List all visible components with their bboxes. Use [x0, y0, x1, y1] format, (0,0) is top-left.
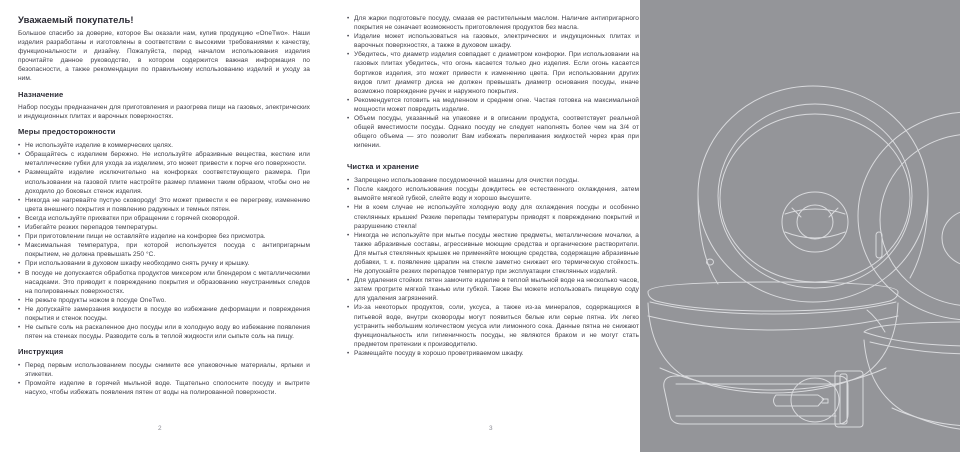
frying-pan-front-rim	[648, 282, 898, 311]
list-item: • Перед первым использованием посуды снимите все упаковочные материалы, ярлыки и этикетки.	[18, 361, 310, 379]
glass-lid-small-inner	[880, 134, 960, 306]
glass-lid-large-rim	[718, 104, 912, 288]
lid-knob-shadow	[785, 232, 845, 238]
list-item: • Всегда используйте прихватки при обращении с горячей сковородой.	[18, 214, 310, 223]
precautions-list	[18, 141, 310, 341]
intro-paragraph: Большое спасибо за доверие, которое Вы оказали нам, купив продукцию «OneTwo». Наши изделия разработаны и изготовлены в соответствии с высокими требованиями к качеству, функциональности и дизайну. Пожалуйста, перед началом использования изделия прочитайте данное руководство, в котором содержится важная информация по безопасности, а также рекомендации по правильному использованию изделий и уходу за ним.	[18, 30, 310, 83]
page-number-right: 3	[489, 425, 493, 432]
glass-lid-small-knob	[942, 210, 960, 266]
list-item: • В посуде не допускается обработка продуктов миксером или блендером с металлическими насадками. Это приводит к повреждению покрытия и образованию неустранимых следов на полированных поверхностях.	[18, 269, 310, 296]
frying-pan-front-inner-line	[648, 316, 898, 330]
frying-pan-front-body	[648, 303, 898, 393]
usage-list	[347, 14, 639, 150]
page-title: Уважаемый покупатель!	[18, 14, 134, 25]
list-item: • При приготовлении пищи не оставляйте изделие на конфорке без присмотра.	[18, 232, 310, 241]
list-item: • Ни в коем случае не используйте холодную воду для охлаждения посуды и особенно стеклянных крышек! Резкие перепады температуры приводят к повреждению покрытий и разрушению стекла!	[347, 203, 639, 230]
list-item: • Для жарки подготовьте посуду, смазав ее растительным маслом. Наличие антипригарного покрытия не означает возможность приготовления продуктов без масла.	[347, 14, 639, 32]
frying-pan-right-rim-inner	[870, 342, 960, 354]
page-2-column	[18, 14, 310, 404]
glass-lid-large-outer	[698, 86, 928, 302]
pan-handle-outline	[664, 376, 848, 424]
lid-knob-outer-ring	[782, 192, 848, 252]
cookware-illustration-panel	[640, 0, 960, 452]
section-heading-precautions: Меры предосторожности	[18, 127, 116, 137]
list-item: • Обращайтесь с изделием бережно. Не используйте абразивные вещества, жесткие или металлические губки для ухода за изделием, это может привести к порче его поверхности.	[18, 150, 310, 168]
list-item: • Не допускайте замерзания жидкости в посуде во избежание деформации и повреждения покрытия и стенок посуды.	[18, 305, 310, 323]
list-item: • Размещайте посуду в хорошо проветриваемом шкафу.	[347, 349, 639, 358]
list-item: • Запрещено использование посудомоечной машины для очистки посуды.	[347, 176, 639, 185]
list-item: • Для удаления стойких пятен замочите изделие в теплой мыльной воде на несколько часов, затем протрите мягкой тканью или губкой. Также Вы можете использовать пищевую соду для удаления загрязнений.	[347, 276, 639, 303]
list-item: • Размещайте изделие исключительно на конфорках соответствующего размера. При использовании на газовой плите настройте размер пламени таким образом, чтобы оно не доходило до боковых стенок изделия.	[18, 168, 310, 195]
page-number-left: 2	[158, 425, 162, 432]
list-item: • Избегайте резких перепадов температуры.	[18, 223, 310, 232]
list-item: • Не используйте изделие в коммерческих целях.	[18, 141, 310, 150]
list-item: • После каждого использования посуды дождитесь ее естественного охлаждения, затем вымойте мягкой губкой, слейте воду и хорошо высушите.	[347, 185, 639, 203]
purpose-paragraph: Набор посуды предназначен для приготовления и разогрева пищи на газовых, электрических и индукционных плитах и варочных поверхностях.	[18, 104, 310, 121]
list-item: • При использовании в духовом шкафу необходимо снять ручку и крышку.	[18, 259, 310, 268]
list-item: • Убедитесь, что диаметр изделия совпадает с диаметром конфорки. При использовании на газовых плитах убедитесь, что огонь касается только дно изделия. Если огонь касается бортиков изделия, это может привести к изменению цвета. При использовании других видов плит диаметр диска не должен превышать диаметр основания посуды, иначе возможно повреждение ручек и наружного покрытия.	[347, 50, 639, 95]
list-item: • Объем посуды, указанный на упаковке и в описании продукта, соответствует реальной общей вместимости посуды. Однако посуду не следует наполнять более чем на 3/4 от общего объема — это позволит Вам избежать переливания жидкостей через края при кипении.	[347, 114, 639, 150]
frying-pan-front-rim-inner	[650, 302, 896, 314]
section-heading-purpose: Назначение	[18, 89, 64, 99]
cookware-line-art	[640, 0, 960, 452]
section-heading-instructions: Инструкция	[18, 347, 64, 357]
list-item: • Максимальная температура, при которой используется посуда с антипригарным покрытием, не должна превышать 250 °C.	[18, 241, 310, 259]
frying-pan-right-rim	[864, 322, 960, 346]
pan-handle-latch	[774, 395, 825, 406]
list-item: • Никогда не нагревайте пустую сковороду! Это может привести к ее перегреву, изменению цвета внешнего покрытия и появлению радужных и темных пятен.	[18, 196, 310, 214]
list-item: • Изделие может использоваться на газовых, электрических и индукционных плитах и варочных поверхностях, а также в духовом шкафу.	[347, 32, 639, 50]
list-item: • Не режьте продукты ножом в посуде OneTwo.	[18, 296, 310, 305]
list-item: • Не сыпьте соль на раскаленное дно посуды или в холодную воду во избежание появления пятен на стенках посуды. Разводите соль в теплой жидкости или сыпьте соль на пищу.	[18, 323, 310, 341]
glass-lid-small-outer	[858, 112, 960, 320]
page-3-column	[347, 14, 639, 365]
list-item: • Рекомендуется готовить на медленном и среднем огне. Частая готовка на максимальной мощности может повредить изделие.	[347, 96, 639, 114]
pan-handle-knob-circle	[791, 378, 839, 422]
list-item: • Никогда не используйте при мытье посуды жесткие предметы, металлические мочалки, а также абразивные составы, агрессивные моющие средства и органические растворители. Для мытья стеклянных крышек не применяйте моющие средства, содержащие абразивные добавки, т. к. появление царапин на стекле заметно снижает его термическую стойкость. Не допускайте резких перепадов температур при эксплуатации стеклянных изделий.	[347, 231, 639, 276]
list-item: • Промойте изделие в горячей мыльной воде. Тщательно сполосните посуду и вытрите насухо, чтобы избежать появления пятен от воды на полированной поверхности.	[18, 379, 310, 397]
cleaning-list	[347, 176, 639, 358]
section-heading-cleaning: Чистка и хранение	[347, 162, 419, 172]
list-item: • Из-за некоторых продуктов, соли, уксуса, а также из-за минералов, содержащихся в питьевой воде, внутри сковороды могут появиться белые или серые пятна. Их легко устранить небольшим количеством уксуса или лимонного сока. Данные пятна не снижают функциональность или гигиеничность посуды, не являются браком и не могут стать предметом претензии к производителю.	[347, 303, 639, 348]
instructions-list	[18, 361, 310, 397]
